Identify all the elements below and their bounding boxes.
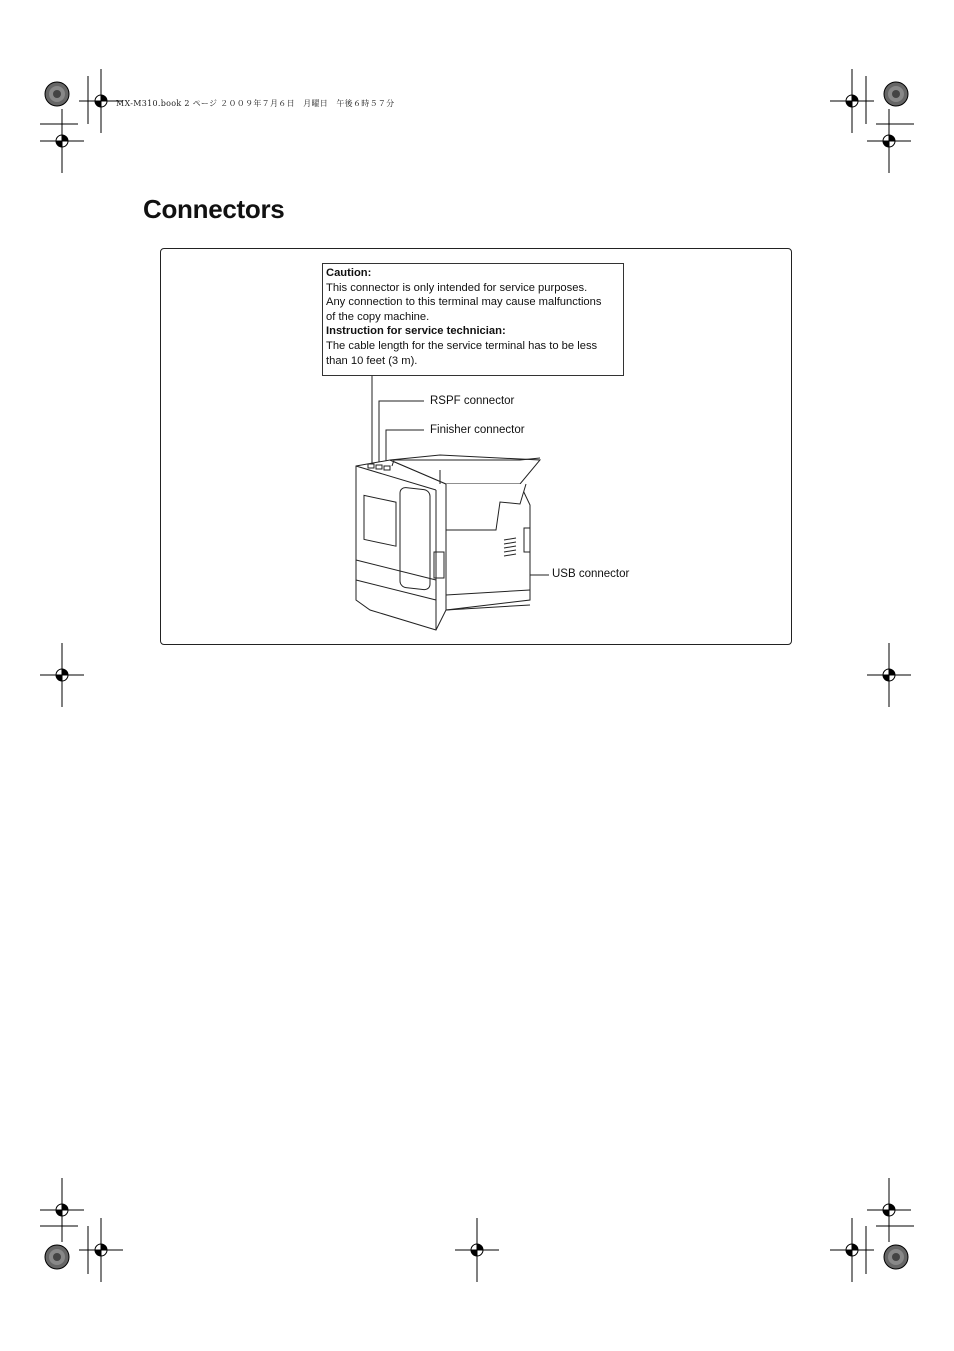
instruction-line: than 10 feet (3 m). xyxy=(326,354,418,367)
finisher-connector-label: Finisher connector xyxy=(430,424,525,436)
caution-line: Any connection to this terminal may cause malfunctions xyxy=(326,296,602,309)
print-header: MX-M310.book 2 ページ ２００９年７月６日 月曜日 午後６時５７分 xyxy=(116,99,395,108)
rspf-connector-label: RSPF connector xyxy=(430,395,515,407)
instruction-heading: Instruction for service technician: xyxy=(326,325,506,338)
caution-line: This connector is only intended for service purposes. xyxy=(326,281,588,294)
caution-line: of the copy machine. xyxy=(326,310,430,323)
caution-heading: Caution: xyxy=(326,267,372,279)
instruction-line: The cable length for the service terminal has to be less xyxy=(326,339,598,352)
page-title: Connectors xyxy=(143,194,285,224)
usb-connector-label: USB connector xyxy=(552,568,630,580)
